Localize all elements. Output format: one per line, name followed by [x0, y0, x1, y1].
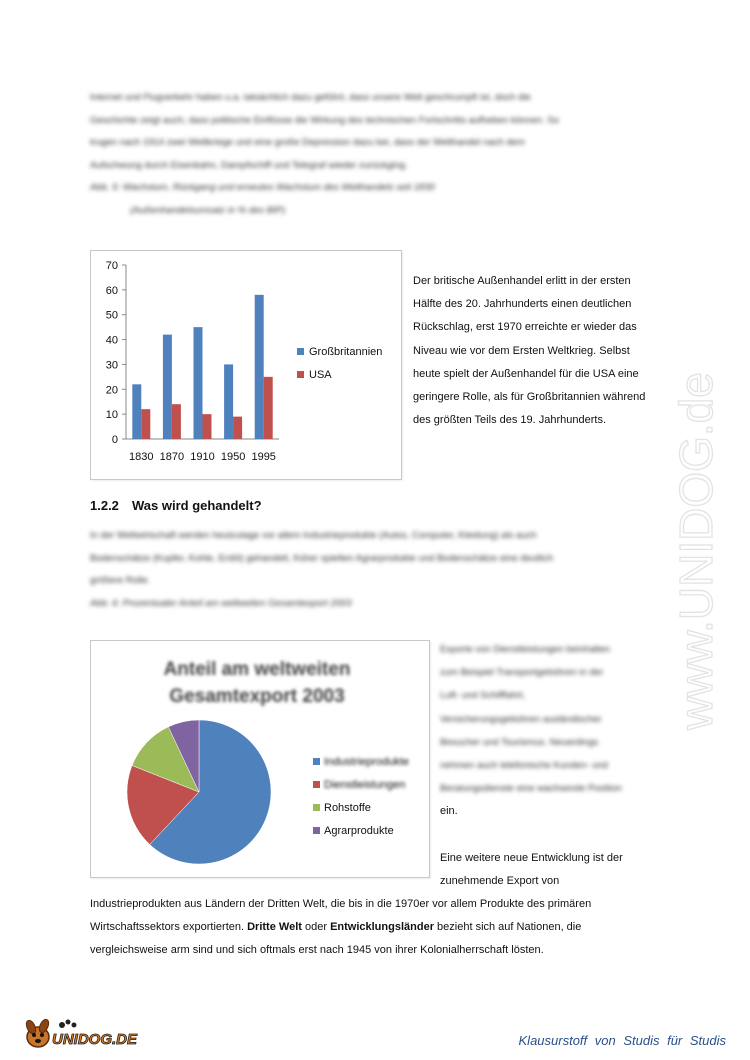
y-tick-label: 10: [105, 409, 118, 422]
pie-chart-commentary: [440, 638, 623, 893]
bar: [203, 414, 212, 439]
commentary-line: heute spielt der Außenhandel für die USA eine: [413, 367, 639, 380]
bar: [224, 364, 233, 439]
commentary-line: Besucher und Tourismus. Neuerdings: [440, 736, 599, 748]
commentary-line: des größten Teils des 19. Jahrhunderts.: [413, 414, 607, 427]
commentary-line: Rückschlag, erst 1970 erreichte er wieder das: [413, 321, 637, 334]
legend-label: Agrarprodukte: [324, 825, 394, 837]
x-tick-label: 1830: [129, 451, 154, 463]
term-dritte-welt: Dritte Welt: [247, 921, 302, 934]
commentary-line: geringere Rolle, als für Großbritannien während: [413, 391, 646, 404]
y-tick-label: 70: [105, 260, 118, 272]
text-run: bezieht sich auf Nationen, die: [433, 921, 582, 934]
pie-title-line: Anteil am weltweiten: [163, 659, 351, 680]
bar: [264, 377, 273, 439]
commentary-line: Eine weitere neue Entwicklung ist der: [440, 851, 623, 864]
legend-label: Dienstleistungen: [324, 779, 406, 791]
pie-chart-frame: [90, 640, 430, 878]
bar: [132, 384, 141, 439]
footer-tagline: Klausurstoff von Studis für Studis: [518, 1033, 726, 1048]
commentary-line: Luft- und Schifffahrt,: [440, 690, 526, 702]
pie-chart: [91, 641, 429, 877]
bar-chart-commentary: [413, 270, 645, 432]
commentary-line: Niveau wie vor dem Ersten Weltkrieg. Selbst: [413, 344, 630, 357]
bottom-line: vergleichsweise arm sind und sich oftmals erst nach 1945 von ihrer Kolonialherrschaft lösten.: [90, 944, 544, 957]
legend-label: Industrieprodukte: [324, 756, 409, 768]
legend-swatch: [313, 781, 320, 788]
commentary-blurred: [440, 638, 623, 800]
bar-chart: [91, 251, 401, 479]
pie-title-line: Gesamtexport 2003: [169, 686, 345, 707]
commentary-line: Versicherungsgebühren ausländischer: [440, 713, 602, 725]
bottom-line: Industrieprodukten aus Ländern der Dritten Welt, die bis in die 1970er vor allem Produkte des primären: [90, 898, 592, 910]
legend-label: Rohstoffe: [324, 802, 371, 814]
logo-text: UNIDOG.DE: [52, 1031, 138, 1048]
x-tick-label: 1910: [190, 451, 215, 463]
legend-swatch: [313, 758, 320, 765]
commentary-line: zum Beispiel Transportgebühren in der: [440, 667, 604, 679]
y-tick-label: 20: [105, 384, 118, 397]
x-tick-label: 1995: [251, 451, 276, 463]
legend-swatch: [297, 348, 304, 355]
intro-paragraph: [90, 87, 670, 222]
commentary-line: zunehmende Export von: [440, 874, 560, 887]
legend-swatch: [313, 827, 320, 834]
figure-caption-sub: (Außenhandelsumsatz in % des BIP): [130, 204, 286, 216]
y-tick-label: 40: [105, 334, 118, 347]
watermark-text: www.UNIDOG.de: [670, 372, 722, 730]
bar: [255, 295, 264, 439]
legend-swatch: [297, 371, 304, 378]
section-number: 1.2.2: [90, 498, 119, 513]
commentary-line: ein.: [440, 805, 458, 818]
section-line: Bodenschätze (Kupfer, Kohle, Erdöl) gehandelt, früher spielten Agrarprodukte und Bodenschätze eine deutlich: [90, 552, 554, 564]
y-tick-label: 30: [105, 359, 118, 372]
section-line: größere Rolle.: [90, 575, 151, 586]
commentary-line: Exporte von Dienstleistungen beinhalten: [440, 644, 611, 655]
commentary-line: nehmen auch telefonische Kunden- und: [440, 760, 608, 772]
term-entwicklungslaender: Entwicklungsländer: [330, 921, 434, 934]
intro-line: trugen nach 1914 zwei Weltkriege und eine große Depression dazu bei, dass der Welthandel nach dem: [90, 137, 525, 148]
intro-line: Aufschwung durch Eisenbahn, Dampfschiff und Telegraf wieder zurückging.: [90, 159, 408, 171]
y-tick-label: 60: [105, 284, 118, 297]
commentary-line: Hälfte des 20. Jahrhunderts einen deutlichen: [413, 298, 632, 311]
figure-caption: Abb. 6: Prozentualer Anteil am weltweiten Gesamtexport 2003: [90, 597, 352, 609]
section-line: In der Weltwirtschaft werden heutzutage vor allem Industrieprodukte (Autos, Computer, Kleidung) als auch: [90, 530, 537, 541]
bar-chart-frame: [90, 250, 402, 480]
y-tick-label: 0: [111, 434, 118, 446]
legend-label: USA: [309, 369, 332, 381]
bottom-paragraph: [90, 893, 680, 963]
legend-swatch: [313, 804, 320, 811]
x-tick-label: 1870: [159, 451, 185, 463]
bottom-line: [90, 916, 680, 939]
text-run: oder: [301, 921, 331, 934]
commentary-line: Der britische Außenhandel erlitt in der ersten: [413, 275, 631, 287]
bar: [233, 417, 242, 439]
intro-line: Geschichte zeigt auch, dass politische Einflüsse die Wirkung des technischen Fortschritts aufheben können. So: [90, 114, 559, 126]
intro-line: Internet und Flugverkehr haben u.a. tatsächlich dazu geführt, dass unsere Welt geschrumpft ist, doch die: [90, 92, 531, 103]
bar: [141, 409, 150, 439]
bar: [194, 327, 203, 439]
commentary-line: Beratungsdienste eine wachsende Position: [440, 783, 622, 795]
section-heading: [90, 498, 262, 513]
bar: [172, 404, 181, 439]
legend-label: Großbritannien: [309, 346, 383, 358]
text-run: Wirtschaftssektors exportierten.: [90, 921, 248, 934]
bar: [163, 335, 172, 439]
y-tick-label: 50: [105, 309, 118, 322]
section-paragraph: [90, 525, 670, 615]
watermark: [650, 260, 740, 740]
unidog-logo: [22, 1013, 152, 1053]
section-title: Was wird gehandelt?: [132, 498, 262, 513]
figure-caption: Abb. 5: Wachstum, Rückgang und erneutes Wachstum des Welthandels seit 1830: [90, 182, 435, 193]
x-tick-label: 1950: [220, 451, 246, 463]
pie-title: [164, 659, 351, 707]
